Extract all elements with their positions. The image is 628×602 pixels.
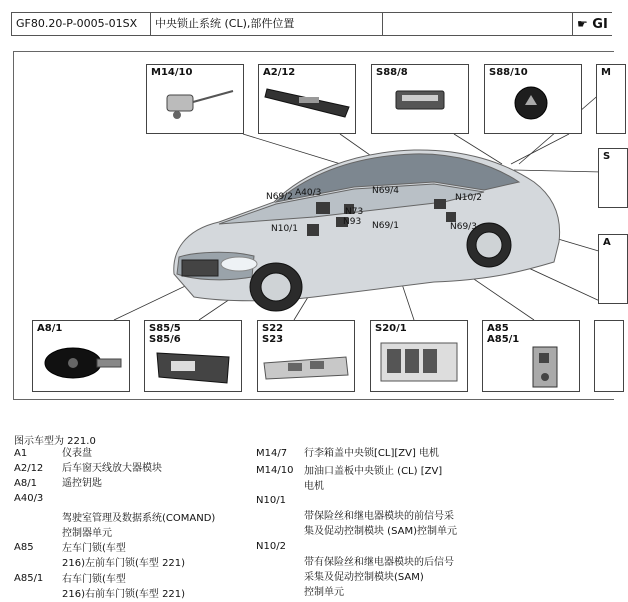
part-box-m14-10: M14/10 — [146, 64, 244, 134]
legend-value: 仪表盘 — [62, 448, 92, 459]
doc-id: GF80.20-P-0005-01SX — [12, 13, 151, 35]
callout-n93: N93 — [343, 217, 362, 227]
legend-value: 驾驶室管理及数据系统(COMAND) 控制器单元 — [62, 513, 216, 539]
callout-n69-4: N69/4 — [372, 186, 399, 196]
callout-n73: N73 — [345, 207, 364, 217]
legend-key: A40/3 — [14, 493, 44, 504]
part-box-s88-10: S88/10 — [484, 64, 582, 134]
legend-key: M14/10 — [256, 465, 294, 476]
interior-lock-switch-icon — [145, 343, 241, 393]
door-lock-icon — [483, 343, 579, 393]
trunk-switch-icon — [372, 77, 468, 135]
part-box-s85: S85/5 S85/6 — [144, 320, 242, 392]
legend-key: N10/2 — [256, 541, 286, 552]
header-blank-cell — [383, 13, 573, 35]
gi-badge[interactable] — [573, 13, 613, 35]
legend-key: A2/12 — [14, 463, 44, 474]
callout-n69-3: N69/3 — [450, 222, 477, 232]
part-box-right-2: A — [598, 234, 628, 304]
legend-key: A85 — [14, 542, 34, 553]
legend-value: 右车门锁(车型 216)右前车门锁(车型 221) — [62, 574, 186, 600]
legend-value: 带有保险丝和继电器模块的后信号 采集及促动控制模块(SAM) 控制单元 — [304, 557, 454, 598]
seat-adjust-switch-icon — [258, 343, 354, 393]
component-location-figure — [13, 51, 614, 400]
legend-value: 左车门锁(车型 216)左前车门锁(车型 221) — [62, 543, 186, 569]
part-box-s22-s23: S22 S23 — [257, 320, 355, 392]
legend-value: 加油口盖板中央锁止 (CL) [ZV] 电机 — [304, 466, 443, 492]
callout-n10-1: N10/1 — [271, 224, 298, 234]
legend-value: 遥控钥匙 — [62, 478, 102, 489]
callout-n69-2: N69/2 — [266, 192, 293, 202]
antenna-amplifier-icon — [259, 77, 355, 135]
gi-badge-label: GI — [592, 17, 608, 32]
callout-n10-2: N10/2 — [455, 193, 482, 203]
part-box-right-3 — [594, 320, 624, 392]
legend-key: A85/1 — [14, 573, 44, 584]
model-note: 图示车型为 221.0 — [14, 436, 96, 447]
part-box-a85: A85 A85/1 — [482, 320, 580, 392]
fuel-door-motor-icon — [147, 77, 243, 135]
car-body — [174, 150, 560, 301]
doc-title: 中央锁止系统 (CL),部件位置 — [151, 13, 383, 35]
legend-value: 带保险丝和继电器模块的前信号采 集及促动控制模块 (SAM)控制单元 — [304, 511, 457, 537]
part-box-s88-8: S88/8 — [371, 64, 469, 134]
legend-key: M14/7 — [256, 448, 288, 459]
legend-key: N10/1 — [256, 495, 286, 506]
document-header — [11, 12, 612, 36]
part-box-a8-1: A8/1 — [32, 320, 130, 392]
callout-a40-3: A40/3 — [295, 188, 322, 198]
part-box-s20-1: S20/1 — [370, 320, 468, 392]
part-box-m-partial: M — [596, 64, 626, 134]
legend-key: A8/1 — [14, 478, 37, 489]
remote-key-icon — [33, 333, 129, 391]
legend-key: A1 — [14, 448, 28, 459]
legend-value: 后车窗天线放大器模块 — [62, 463, 162, 474]
part-box-right-1: S — [598, 148, 628, 208]
legend-value: 行李箱盖中央锁[CL][ZV] 电机 — [304, 448, 440, 459]
trunk-button-icon — [485, 77, 581, 135]
part-box-a2-12: A2/12 — [258, 64, 356, 134]
pointing-hand-icon: ☛ — [577, 17, 588, 31]
window-switch-panel-icon — [371, 335, 467, 391]
callout-n69-1: N69/1 — [372, 221, 399, 231]
